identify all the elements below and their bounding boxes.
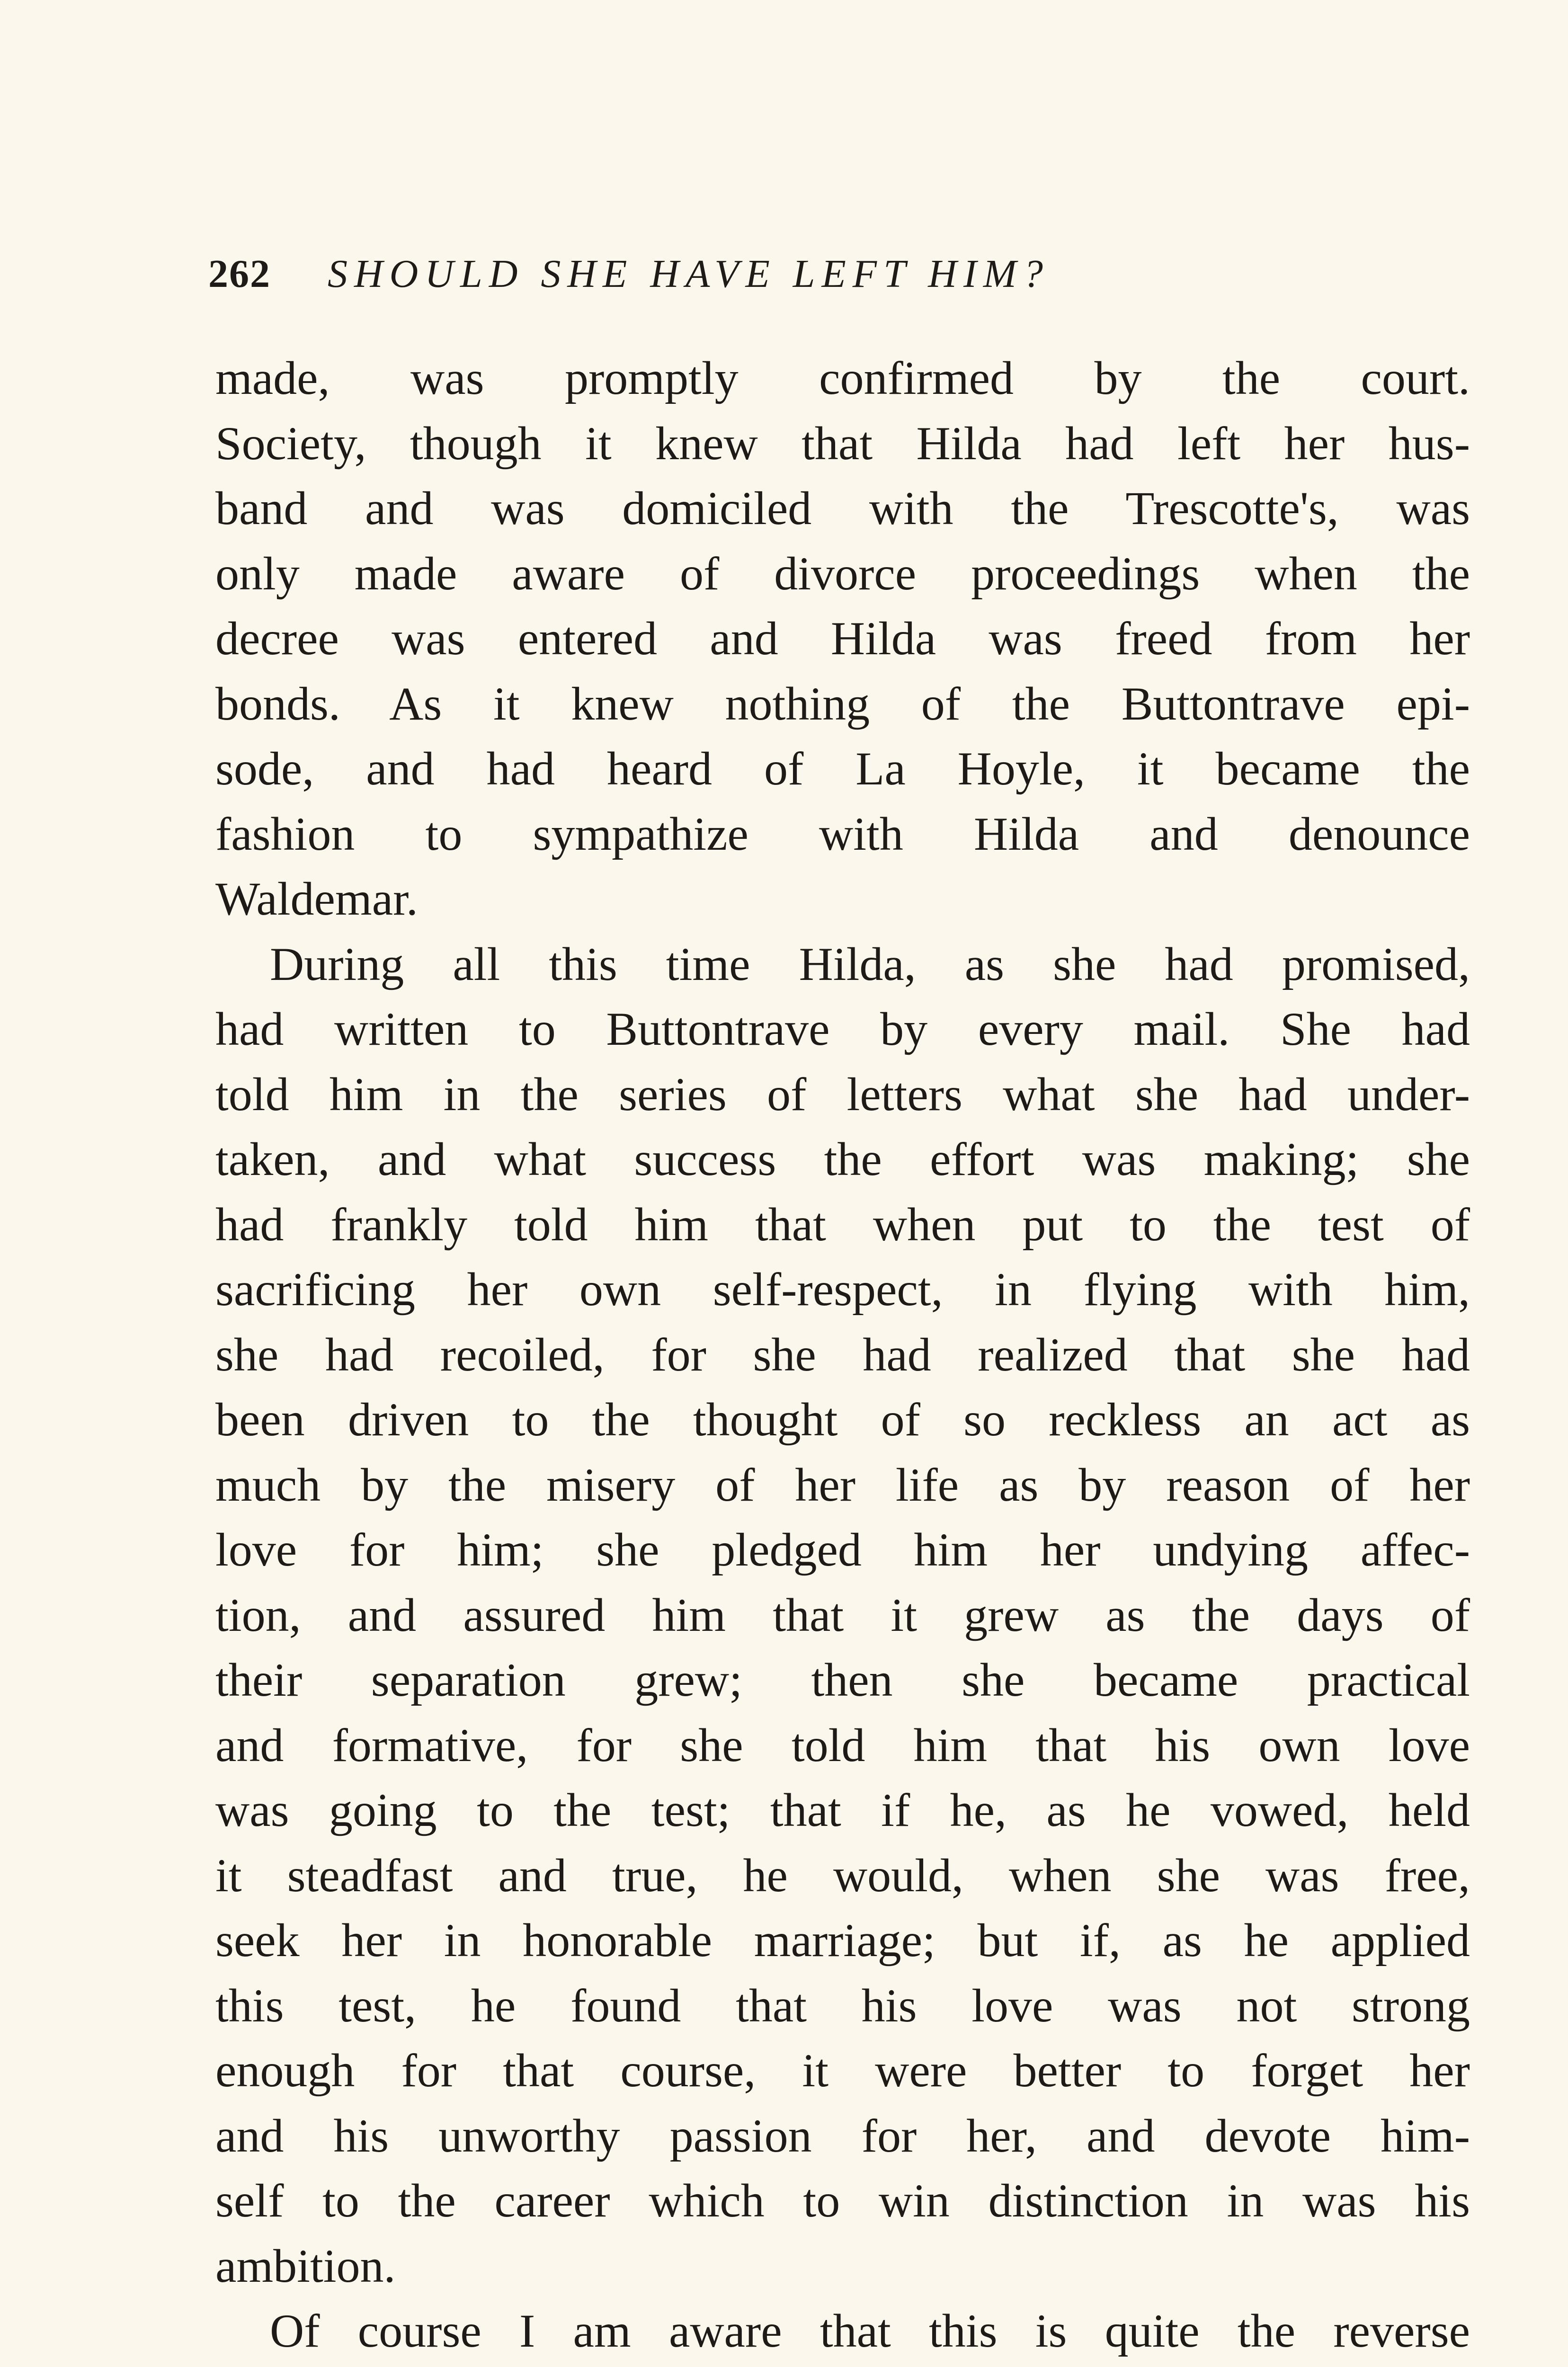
running-head — [208, 251, 1302, 308]
text-line: Waldemar. — [215, 872, 418, 925]
text-line: sacrificing her own self-respect, in flying with him, — [215, 1263, 1470, 1316]
text-line: sode, and had heard of La Hoyle, it became the — [215, 742, 1470, 795]
text-line: had written to Buttontrave by every mail. She had — [215, 1003, 1470, 1055]
text-line: their separation grew; then she became practical — [215, 1654, 1470, 1706]
paragraph-first-line: During all this time Hilda, as she had promised, — [270, 937, 1470, 990]
text-line: had frankly told him that when put to the test of — [215, 1198, 1470, 1251]
text-line: decree was entered and Hilda was freed from her — [215, 612, 1470, 665]
text-line: love for him; she pledged him her undying affec- — [215, 1523, 1470, 1576]
text-line: fashion to sympathize with Hilda and denounce — [215, 807, 1470, 860]
text-line: made, was promptly confirmed by the court. — [215, 352, 1470, 404]
text-line: bonds. As it knew nothing of the Buttontrave epi- — [215, 677, 1470, 730]
text-line: she had recoiled, for she had realized that she had — [215, 1328, 1470, 1381]
text-line: taken, and what success the effort was making; she — [215, 1133, 1470, 1185]
text-line: was going to the test; that if he, as he vowed, held — [215, 1784, 1470, 1836]
text-line: enough for that course, it were better to forget her — [215, 2044, 1470, 2097]
text-line: much by the misery of her life as by reason of her — [215, 1458, 1470, 1511]
text-line: ambition. — [215, 2239, 396, 2292]
text-line: self to the career which to win distinction in was his — [215, 2174, 1470, 2227]
text-line: and his unworthy passion for her, and devote him- — [215, 2109, 1470, 2162]
text-line: band and was domiciled with the Trescotte's, was — [215, 482, 1470, 534]
text-line: this test, he found that his love was not strong — [215, 1979, 1470, 2032]
body-text — [215, 346, 1470, 2364]
paragraph-first-line: Of course I am aware that this is quite the reverse — [270, 2305, 1470, 2357]
text-line: tion, and assured him that it grew as the days of — [215, 1588, 1470, 1641]
text-line: and formative, for she told him that his own love — [215, 1718, 1470, 1771]
text-line: only made aware of divorce proceedings when the — [215, 547, 1470, 600]
running-title: SHOULD SHE HAVE LEFT HIM? — [328, 252, 1050, 296]
text-line: it steadfast and true, he would, when she was free, — [215, 1849, 1470, 1902]
text-line: been driven to the thought of so reckless an act as — [215, 1393, 1470, 1446]
text-line: seek her in honorable marriage; but if, as he applied — [215, 1914, 1470, 1967]
text-line: Society, though it knew that Hilda had left her hus- — [215, 417, 1470, 470]
page-number: 262 — [208, 252, 271, 296]
text-line: told him in the series of letters what she had under- — [215, 1068, 1470, 1121]
